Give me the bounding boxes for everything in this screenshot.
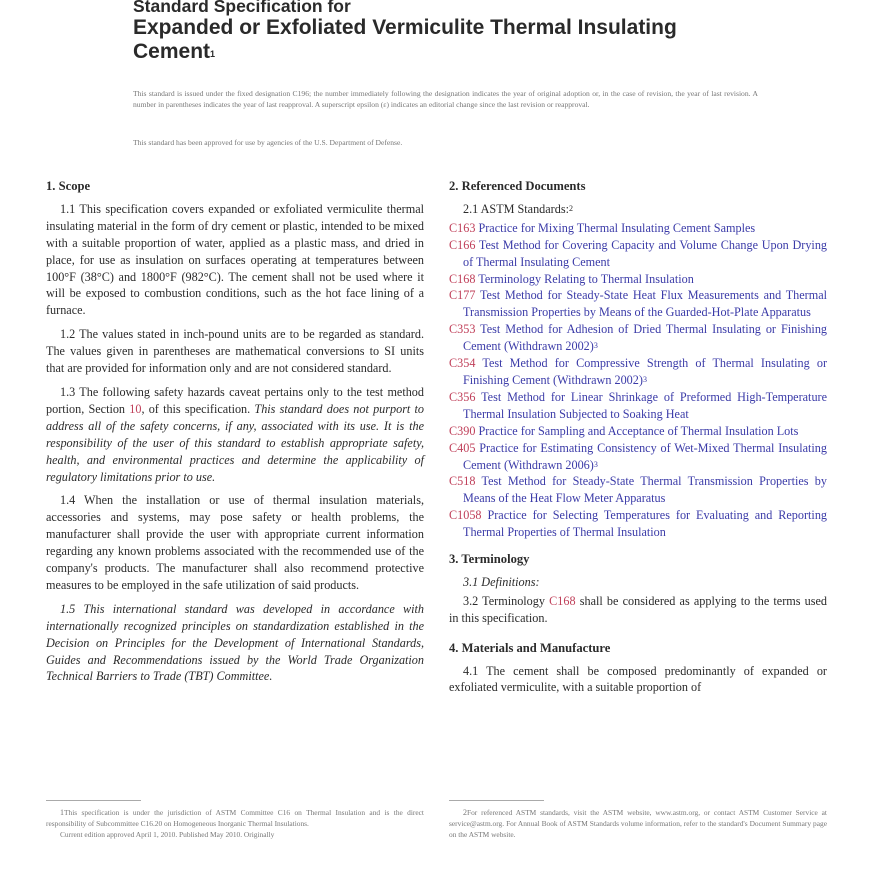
title-line-3-text: Cement	[133, 40, 211, 63]
reference-item[interactable]	[449, 287, 827, 321]
reference-title-link[interactable]: Practice for Selecting Temperatures for Evaluating and Reporting Thermal Properties of Thermal Insulation	[463, 508, 828, 540]
reference-title-link[interactable]: Practice for Sampling and Acceptance of Thermal Insulation Lots	[478, 423, 799, 438]
reference-item[interactable]	[449, 507, 827, 541]
reference-item[interactable]	[449, 389, 827, 423]
paragraph-4-1: 4.1 The cement shall be composed predominantly of expanded or exfoliated vermiculite, with a suitable proportion of	[449, 663, 827, 695]
paragraph-3-2-text-b: shall be considered as applying to the terms used in this specification.	[449, 593, 827, 625]
paragraph-1-3	[46, 384, 424, 485]
section-heading-materials: 4. Materials and Manufacture	[449, 640, 611, 655]
reference-title-link[interactable]: Test Method for Linear Shrinkage of Preformed High-Temperature Thermal Insulation Subjected to Soaking Heat	[463, 389, 828, 421]
paragraph-1-3-text-b: , of this specification.	[141, 401, 255, 416]
reference-title-link[interactable]: Test Method for Covering Capacity and Volume Change Upon Drying of Thermal Insulating Cement	[463, 237, 828, 269]
footnote-divider-left	[46, 800, 141, 801]
reference-title-link[interactable]: Test Method for Adhesion of Dried Thermal Insulating or Finishing Cement (Withdrawn 2002)	[463, 322, 828, 354]
footnote-2-text: For referenced ASTM standards, visit the ASTM website, www.astm.org, or contact ASTM Customer Service at service@astm.org. For Annual Book of ASTM Standards volume information, refer to the standard's Document Summary page on the ASTM website.	[449, 808, 827, 839]
left-column	[46, 178, 424, 692]
footnote-2-marker: 2	[463, 808, 467, 817]
paragraph-1-3-text-a: 1.3 The following safety hazards caveat pertains only to the test method portion, Section	[46, 384, 424, 416]
paragraph-1-3-caveat: This standard does not purport to address all of the safety concerns, if any, associated with its use. It is the responsibility of the user of this standard to establish appropriate safety, health, and environmental practices and determine the applicability of regulatory limitations prior to use.	[46, 401, 425, 484]
footnote-divider-right	[449, 800, 544, 801]
section-10-link[interactable]: 10	[129, 401, 142, 416]
section-heading-terminology: 3. Terminology	[449, 552, 530, 567]
astm-standards-footnote-marker: 2	[568, 203, 573, 213]
reference-code-link[interactable]: C390	[449, 423, 476, 438]
paragraph-3-2	[449, 593, 827, 627]
reference-title-link[interactable]: Terminology Relating to Thermal Insulation	[478, 271, 694, 286]
reference-code-link[interactable]: C166	[449, 237, 476, 252]
reference-title-link[interactable]: Test Method for Compressive Strength of Thermal Insulating or Finishing Cement (Withdrawn 2002)	[463, 356, 827, 387]
title-footnote-marker: 1	[210, 49, 216, 59]
reference-footnote-marker: 3	[642, 374, 647, 384]
reference-item[interactable]	[449, 355, 827, 389]
right-column	[449, 178, 827, 703]
footnotes-left	[46, 808, 424, 840]
reference-item[interactable]	[449, 237, 827, 271]
paragraph-1-1: 1.1 This specification covers expanded or exfoliated vermiculite thermal insulating material in the form of dry cement or plastic, intended to be mixed with a suitable proportion of water, applied as a plastic mass, and dried in place, for use as insulation on surfaces operating at temperatures between 100°F (38°C) and 1800°F (982°C). The cement shall not be used where it will be exposed to combustion conditions, such as the hot face lining of a furnace.	[46, 201, 424, 318]
title-line-1: Standard Specification for	[133, 0, 351, 16]
dod-note: This standard has been approved for use by agencies of the U.S. Department of Defense.	[133, 138, 403, 147]
paragraph-1-4: 1.4 When the installation or use of thermal insulation materials, accessories and systems, may pose safety or health problems, the manufacturer shall provide the user with appropriate current information regarding any known problems associated with the recommended use of the company's products. The manufacturer shall also recommend protective measures to be employed in the safe utilization of said products.	[46, 493, 424, 592]
reference-code-link[interactable]: C1058	[449, 508, 482, 523]
paragraph-3-2-text-a: 3.2 Terminology	[463, 593, 550, 608]
reference-title-link[interactable]: Test Method for Steady-State Heat Flux Measurements and Thermal Transmission Properties by Means of the Guarded-Hot-Plate Apparatus	[463, 288, 827, 320]
reference-code-link[interactable]: C354	[449, 356, 476, 371]
document-title	[133, 0, 753, 64]
reference-title-link[interactable]: Practice for Mixing Thermal Insulating Cement Samples	[478, 220, 756, 235]
footnote-1-text: This specification is under the jurisdiction of ASTM Committee C16 on Thermal Insulation and is the direct responsibility of Subcommittee C16.20 on Homogeneous Inorganic Thermal Insulations.	[46, 808, 424, 828]
paragraph-3-1	[449, 574, 827, 591]
footnote-1	[46, 808, 424, 830]
reference-code-link[interactable]: C163	[449, 220, 476, 235]
section-heading-scope: 1. Scope	[46, 179, 91, 193]
reference-code-link[interactable]: C177	[449, 288, 476, 303]
section-heading-referenced-documents: 2. Referenced Documents	[449, 179, 586, 193]
reference-code-link[interactable]: C356	[449, 389, 476, 404]
footnote-1-edition: Current edition approved April 1, 2010. Published May 2010. Originally	[60, 829, 275, 839]
footnote-1-marker: 1	[60, 808, 64, 817]
title-line-2: Expanded or Exfoliated Vermiculite Thermal Insulating	[133, 16, 677, 39]
title-line-3	[133, 40, 753, 64]
reference-footnote-marker: 3	[593, 341, 598, 351]
reference-code-link[interactable]: C168	[449, 271, 476, 286]
reference-item[interactable]	[449, 440, 827, 474]
reference-title-link[interactable]: Practice for Estimating Consistency of Wet-Mixed Thermal Insulating Cement (Withdrawn 2006)	[463, 440, 827, 472]
reference-code-link[interactable]: C405	[449, 440, 476, 455]
reference-code-link[interactable]: C518	[449, 474, 476, 489]
reference-item[interactable]	[449, 321, 827, 355]
astm-standards-label	[449, 201, 827, 218]
footnotes-right	[449, 808, 827, 840]
paragraph-1-2: 1.2 The values stated in inch-pound units are to be regarded as standard. The values given in parentheses are mathematical conversions to SI units that are provided for information only and are not considered standard.	[46, 327, 424, 376]
designation-note: This standard is issued under the fixed designation C196; the number immediately following the designation indicates the year of original adoption or, in the case of revision, the year of last revision. A number in parentheses indicates the year of last reapproval. A superscript epsilon (ε) indicates an editorial change since the last revision or reapproval.	[133, 89, 758, 109]
reference-item[interactable]	[449, 473, 827, 507]
reference-footnote-marker: 3	[593, 459, 598, 469]
paragraph-1-5: 1.5 This international standard was developed in accordance with internationally recognized principles on standardization established in the Decision on Principles for the Development of International Standards, Guides and Recommendations issued by the World Trade Organization Technical Barriers to Trade (TBT) Committee.	[46, 601, 424, 684]
definitions-label: 3.1 Definitions:	[463, 574, 540, 589]
reference-item[interactable]	[449, 423, 827, 440]
reference-item[interactable]	[449, 220, 827, 237]
reference-title-link[interactable]: Test Method for Steady-State Thermal Transmission Properties by Means of the Heat Flow Meter Apparatus	[463, 474, 827, 506]
reference-list	[449, 220, 827, 541]
astm-standards-text: 2.1 ASTM Standards:	[463, 201, 569, 216]
footnote-2	[449, 808, 827, 840]
c168-link[interactable]: C168	[549, 593, 576, 608]
reference-code-link[interactable]: C353	[449, 322, 476, 337]
reference-item[interactable]	[449, 271, 827, 288]
